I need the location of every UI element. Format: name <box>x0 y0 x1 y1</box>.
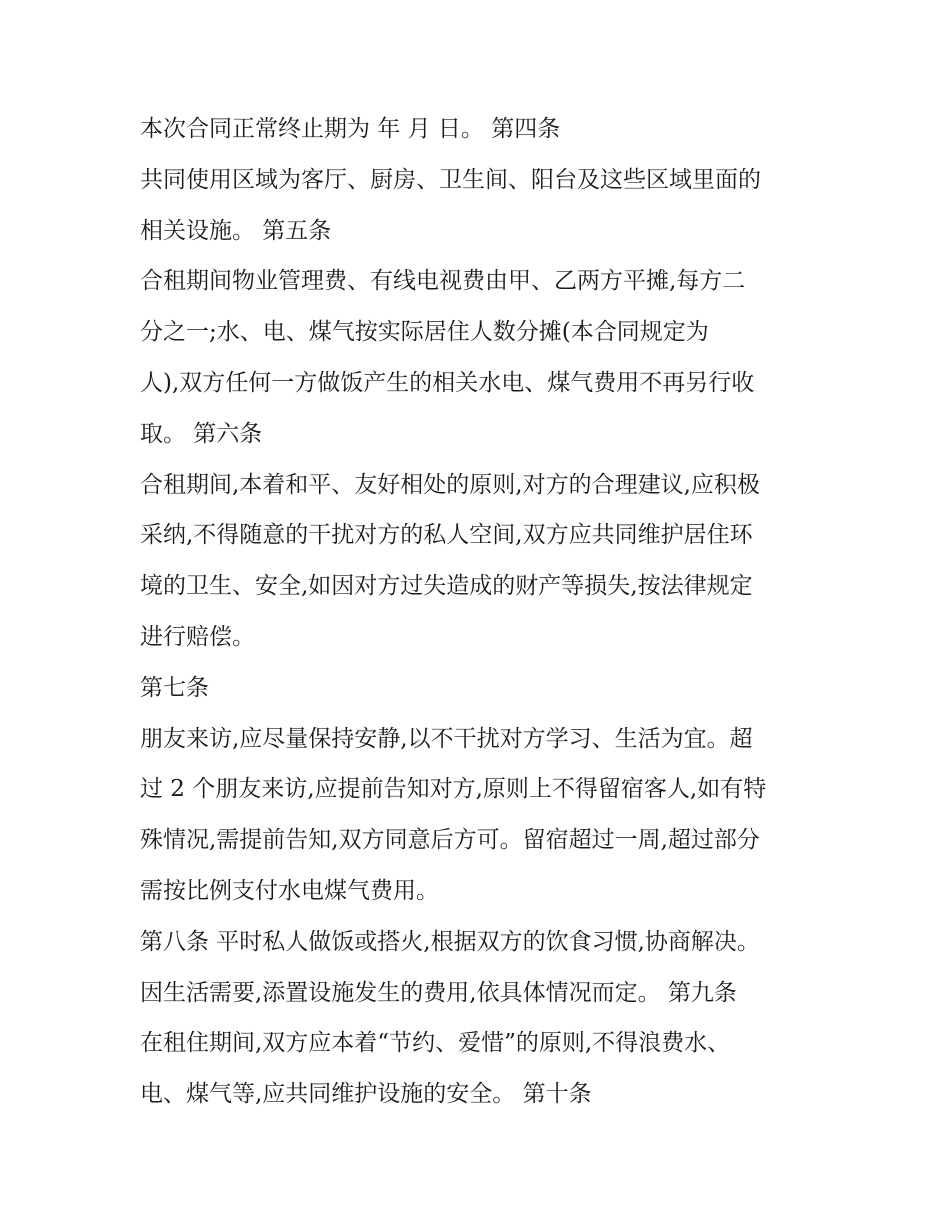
text-line: 相关设施。 第五条 <box>140 217 332 244</box>
text-line: 取。 第六条 <box>140 420 263 447</box>
text-line: 在租住期间,双方应本着“节约、爱惜”的原则,不得浪费水、 <box>140 1030 731 1057</box>
text-line: 合租期间,本着和平、友好相处的原则,对方的合理建议,应积极 <box>140 471 760 498</box>
text-line: 分之一;水、电、煤气按实际居住人数分摊(本合同规定为 <box>140 319 709 346</box>
text-line: 过 2 个朋友来访,应提前告知对方,原则上不得留宿客人,如有特 <box>140 776 767 803</box>
text-line: 第八条 平时私人做饭或搭火,根据双方的饮食习惯,协商解决。 <box>140 928 760 955</box>
text-line: 境的卫生、安全,如因对方过失造成的财产等损失,按法律规定 <box>140 573 753 600</box>
text-line: 本次合同正常终止期为 年 月 日。 第四条 <box>140 116 561 142</box>
text-line: 共同使用区域为客厅、厨房、卫生间、阳台及这些区域里面的 <box>140 166 761 193</box>
text-line: 电、煤气等,应共同维护设施的安全。 第十条 <box>140 1081 592 1108</box>
text-line: 朋友来访,应尽量保持安静,以不干扰对方学习、生活为宜。超 <box>140 725 753 752</box>
text-line: 进行赔偿。 <box>140 623 255 650</box>
contract-text <box>140 104 830 1120</box>
text-line: 合租期间物业管理费、有线电视费由甲、乙两方平摊,每方二 <box>140 268 746 295</box>
text-line: 采纳,不得随意的干扰对方的私人空间,双方应共同维护居住环 <box>140 522 753 549</box>
text-line: 殊情况,需提前告知,双方同意后方可。留宿超过一周,超过部分 <box>140 827 760 854</box>
text-line: 第七条 <box>140 674 209 701</box>
text-line: 需按比例支付水电煤气费用。 <box>140 877 439 904</box>
text-line: 人),双方任何一方做饭产生的相关水电、煤气费用不再另行收 <box>140 369 755 396</box>
text-line: 因生活需要,添置设施发生的费用,依具体情况而定。 第九条 <box>140 979 737 1006</box>
